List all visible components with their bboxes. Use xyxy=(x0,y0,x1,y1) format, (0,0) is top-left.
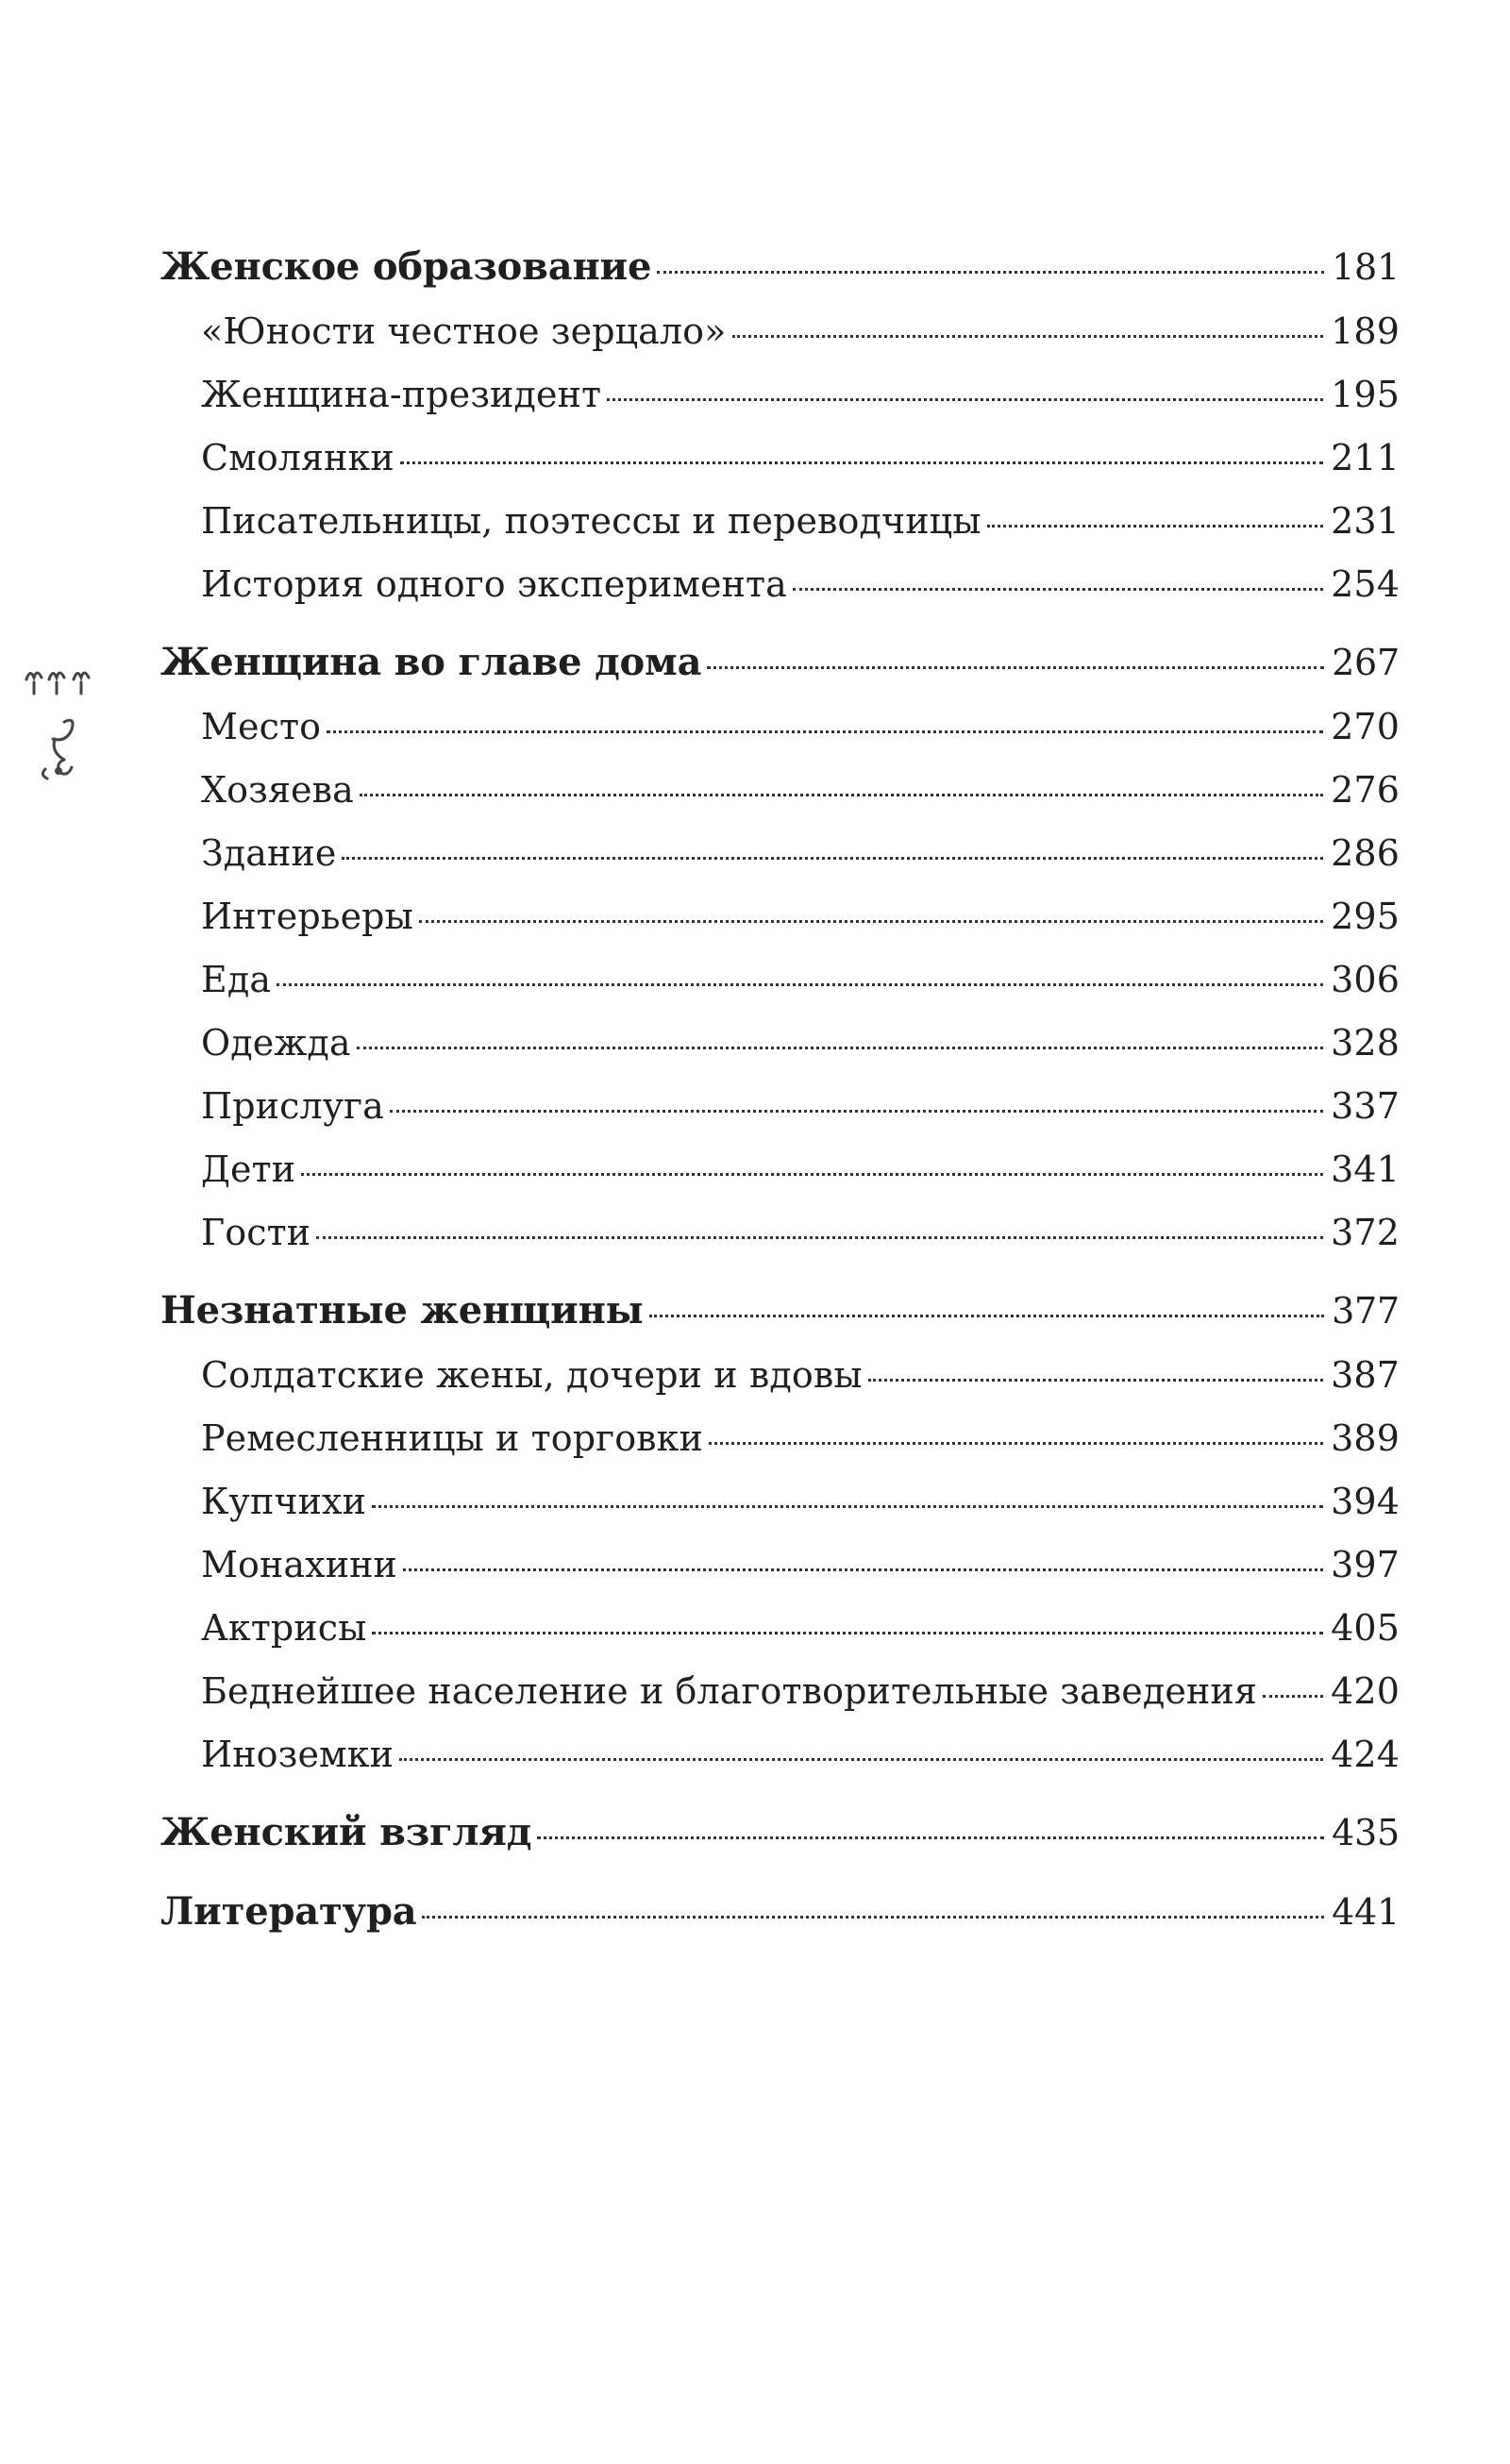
toc-section xyxy=(160,1278,1400,1786)
dot-leader xyxy=(422,1916,1324,1919)
toc-item-row xyxy=(160,948,1400,1012)
floral-ornament-icon xyxy=(17,628,102,797)
toc-item-row xyxy=(160,553,1400,616)
dot-leader xyxy=(732,335,1324,338)
toc-page-number: 394 xyxy=(1331,1481,1400,1522)
toc-page-number: 441 xyxy=(1332,1891,1400,1933)
toc-chapter-title: Женское образование xyxy=(160,244,652,289)
toc-item-row xyxy=(160,1660,1400,1723)
toc-page-number: 189 xyxy=(1331,310,1400,352)
toc-chapter-title: Женский взгляд xyxy=(160,1810,532,1854)
dot-leader xyxy=(419,920,1323,923)
toc-chapter-title: Женщина во главе дома xyxy=(160,640,702,684)
toc-item-title: Место xyxy=(201,706,322,747)
toc-item-title: Беднейшее население и благотворительные заведения xyxy=(201,1670,1257,1712)
dot-leader xyxy=(607,398,1323,401)
toc-chapter-row xyxy=(160,1879,1400,1945)
dot-leader xyxy=(360,794,1323,796)
dot-leader xyxy=(399,1758,1323,1761)
dot-leader xyxy=(793,588,1323,591)
toc-chapter-row xyxy=(160,234,1400,300)
toc-item-title: История одного эксперимента xyxy=(201,563,787,605)
toc-page-number: 231 xyxy=(1331,500,1400,542)
toc-page-number: 405 xyxy=(1331,1607,1400,1649)
toc-page-number: 372 xyxy=(1331,1212,1400,1253)
toc-section xyxy=(160,629,1400,1265)
toc-chapter-row xyxy=(160,1800,1400,1866)
dot-leader xyxy=(868,1379,1323,1382)
toc-item-row xyxy=(160,822,1400,885)
dot-leader xyxy=(342,857,1323,860)
toc-item-row xyxy=(160,696,1400,759)
dot-leader xyxy=(537,1836,1324,1839)
toc-page-number: 387 xyxy=(1331,1354,1400,1396)
toc-item-row xyxy=(160,1597,1400,1660)
toc-page-number: 295 xyxy=(1331,896,1400,937)
toc-item-title: Женщина-президент xyxy=(201,374,602,415)
dot-leader xyxy=(649,1315,1324,1317)
toc-page-number: 341 xyxy=(1331,1148,1400,1190)
dot-leader xyxy=(707,666,1324,669)
toc-item-row xyxy=(160,427,1400,490)
dot-leader xyxy=(657,271,1324,274)
toc-item-title: Ремесленницы и торговки xyxy=(201,1417,703,1459)
toc-section xyxy=(160,1879,1400,1945)
toc-item-row xyxy=(160,1470,1400,1534)
toc-item-title: Прислуга xyxy=(201,1085,384,1127)
toc-item-title: Еда xyxy=(201,959,272,1000)
dot-leader xyxy=(327,730,1323,733)
toc-item-row xyxy=(160,1344,1400,1407)
toc-page-number: 377 xyxy=(1332,1290,1400,1332)
toc-item-title: Монахини xyxy=(201,1544,397,1585)
toc-item-title: Актрисы xyxy=(201,1607,367,1649)
toc-item-row xyxy=(160,1012,1400,1075)
toc-item-row xyxy=(160,1201,1400,1265)
toc-page-number: 276 xyxy=(1331,769,1400,811)
toc-page-number: 286 xyxy=(1331,832,1400,874)
toc-item-title: «Юности честное зерцало» xyxy=(201,310,727,352)
dot-leader xyxy=(987,525,1324,528)
toc-item-title: Писательницы, поэтессы и переводчицы xyxy=(201,500,982,542)
toc-item-row xyxy=(160,300,1400,363)
toc-item-row xyxy=(160,1534,1400,1597)
toc-page-number: 211 xyxy=(1331,437,1400,478)
toc-page-number: 270 xyxy=(1331,706,1400,747)
toc-page-number: 435 xyxy=(1332,1812,1400,1853)
dot-leader xyxy=(301,1173,1323,1176)
toc-item-row xyxy=(160,885,1400,948)
dot-leader xyxy=(400,461,1323,464)
dot-leader xyxy=(390,1110,1323,1113)
toc-page-number: 267 xyxy=(1332,642,1400,683)
toc-page-number: 254 xyxy=(1331,563,1400,605)
toc-page-number: 389 xyxy=(1331,1417,1400,1459)
toc-page-number: 420 xyxy=(1331,1670,1400,1712)
toc-item-title: Здание xyxy=(201,832,337,874)
toc-item-row xyxy=(160,1407,1400,1470)
toc-page-number: 306 xyxy=(1331,959,1400,1000)
dot-leader xyxy=(277,983,1323,986)
toc-item-title: Купчихи xyxy=(201,1481,367,1522)
dot-leader xyxy=(372,1632,1323,1634)
toc-item-title: Иноземки xyxy=(201,1734,394,1775)
toc-item-row xyxy=(160,1723,1400,1786)
dot-leader xyxy=(316,1236,1323,1239)
toc-item-title: Интерьеры xyxy=(201,896,413,937)
toc-item-row xyxy=(160,759,1400,822)
dot-leader xyxy=(1263,1695,1323,1698)
toc-page-number: 424 xyxy=(1331,1734,1400,1775)
toc-item-title: Солдатские жены, дочери и вдовы xyxy=(201,1354,863,1396)
toc-item-row xyxy=(160,1075,1400,1138)
toc-chapter-title: Незнатные женщины xyxy=(160,1288,644,1333)
toc-page-number: 397 xyxy=(1331,1544,1400,1585)
toc-item-title: Одежда xyxy=(201,1022,351,1064)
toc-section xyxy=(160,1800,1400,1866)
toc-chapter-row xyxy=(160,1278,1400,1344)
toc-chapter-row xyxy=(160,629,1400,696)
toc-item-title: Хозяева xyxy=(201,769,354,811)
toc-item-title: Гости xyxy=(201,1212,311,1253)
dot-leader xyxy=(372,1505,1323,1508)
toc-page-number: 181 xyxy=(1332,246,1400,288)
toc-page-number: 195 xyxy=(1331,374,1400,415)
table-of-contents xyxy=(160,234,1400,1958)
toc-item-title: Смолянки xyxy=(201,437,394,478)
toc-item-row xyxy=(160,490,1400,553)
dot-leader xyxy=(357,1047,1324,1049)
toc-page-number: 328 xyxy=(1331,1022,1400,1064)
toc-item-title: Дети xyxy=(201,1148,296,1190)
toc-item-row xyxy=(160,363,1400,427)
toc-chapter-title: Литература xyxy=(160,1889,417,1934)
toc-page-number: 337 xyxy=(1331,1085,1400,1127)
toc-section xyxy=(160,234,1400,616)
toc-item-row xyxy=(160,1138,1400,1201)
dot-leader xyxy=(403,1568,1323,1571)
dot-leader xyxy=(709,1442,1323,1445)
